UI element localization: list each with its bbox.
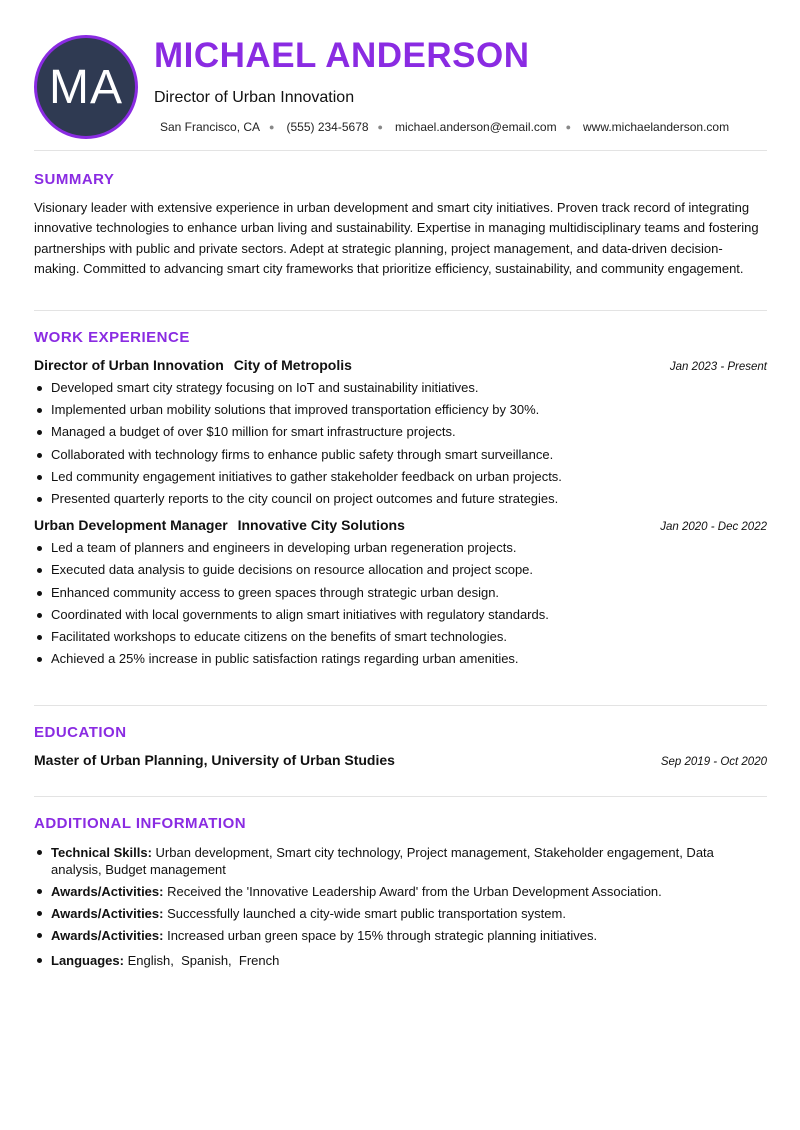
job-entry [34,517,767,670]
contact-location: San Francisco, CA [160,120,261,134]
contact-website[interactable]: www.michaelanderson.com [583,120,730,134]
job-dates: Jan 2020 - Dec 2022 [660,521,767,534]
list-item: Executed data analysis to guide decisions on resource allocation and project scope. [34,559,767,581]
education-dates: Sep 2019 - Oct 2020 [660,756,767,768]
job-company: Innovative City Solutions [237,517,405,534]
separator-dot-icon: ● [565,122,572,132]
list-item: Achieved a 25% increase in public satisfaction ratings regarding urban amenities. [34,648,767,670]
job-entry [34,357,767,510]
list-item: Implemented urban mobility solutions that improved transportation efficiency by 30%. [34,399,767,421]
contact-phone: (555) 234-5678 [286,120,369,134]
item-label: Awards/Activities: [51,906,164,921]
list-item: Led a team of planners and engineers in developing urban regeneration projects. [34,537,767,559]
avatar: MA [34,35,138,139]
list-item [34,844,767,878]
candidate-role: Director of Urban Innovation [154,89,355,106]
item-label: Languages: [51,953,124,968]
additional-section [34,797,767,969]
list-item: Enhanced community access to green spaces through strategic urban design. [34,582,767,604]
job-title-line [34,357,352,373]
list-item: Facilitated workshops to educate citizens on the benefits of smart technologies. [34,626,767,648]
item-text: Successfully launched a city-wide smart public transportation system. [167,906,566,921]
item-label: Awards/Activities: [51,884,164,899]
list-item [34,905,767,922]
experience-heading: WORK EXPERIENCE [34,329,190,346]
contact-email[interactable]: michael.anderson@email.com [394,120,557,134]
job-bullets [34,377,767,510]
education-entry [34,752,767,768]
list-item: Coordinated with local governments to align smart initiatives with regulatory standards. [34,604,767,626]
job-title: Director of Urban Innovation [34,357,224,373]
list-item: Developed smart city strategy focusing on IoT and sustainability initiatives. [34,377,767,399]
list-item: Collaborated with technology firms to enhance public safety through smart surveillance. [34,444,767,466]
additional-heading: ADDITIONAL INFORMATION [34,815,247,832]
list-item [34,883,767,900]
education-section [34,706,767,796]
candidate-name: MICHAEL ANDERSON [154,36,530,75]
item-text: Increased urban green space by 15% through strategic planning initiatives. [167,928,598,943]
contact-line [160,120,729,134]
additional-list [34,844,767,969]
list-item [34,927,767,944]
resume-page [34,0,767,974]
job-title-line [34,517,405,533]
list-item [34,952,767,969]
list-item: Presented quarterly reports to the city council on project outcomes and future strategies. [34,488,767,510]
job-company: City of Metropolis [233,357,352,373]
education-heading: EDUCATION [34,724,127,741]
summary-section [34,151,767,310]
item-text: Urban development, Smart city technology, Project management, Stakeholder engagement, Data analysis, Budget management [51,845,714,877]
item-text: Received the 'Innovative Leadership Award' from the Urban Development Association. [167,884,662,899]
summary-text: Visionary leader with extensive experience in urban development and smart city initiatives. Proven track record of integrating innovative technologies to enhance urban living and sustainability. Expertise in managing multidisciplinary teams and fostering partnerships with public and private sectors. Adept at strategic planning, project management, and data-driven decision-making. Committed to advancing smart city frameworks that prioritize efficiency, sustainability, and community engagement. [34,200,759,276]
experience-section [34,311,767,705]
item-label: Technical Skills: [51,845,152,860]
job-bullets [34,537,767,670]
job-title: Urban Development Manager [34,517,228,534]
item-text: English, Spanish, French [127,953,280,968]
list-item: Managed a budget of over $10 million for smart infrastructure projects. [34,421,767,443]
summary-heading: SUMMARY [34,171,115,188]
resume-header [34,0,767,150]
job-dates: Jan 2023 - Present [669,361,767,373]
job-header [34,517,767,533]
list-item: Led community engagement initiatives to gather stakeholder feedback on urban projects. [34,466,767,488]
separator-dot-icon: ● [269,122,275,132]
item-label: Awards/Activities: [51,928,164,943]
separator-dot-icon: ● [377,122,383,132]
job-header [34,357,767,373]
degree: Master of Urban Planning, University of Urban Studies [34,752,395,768]
